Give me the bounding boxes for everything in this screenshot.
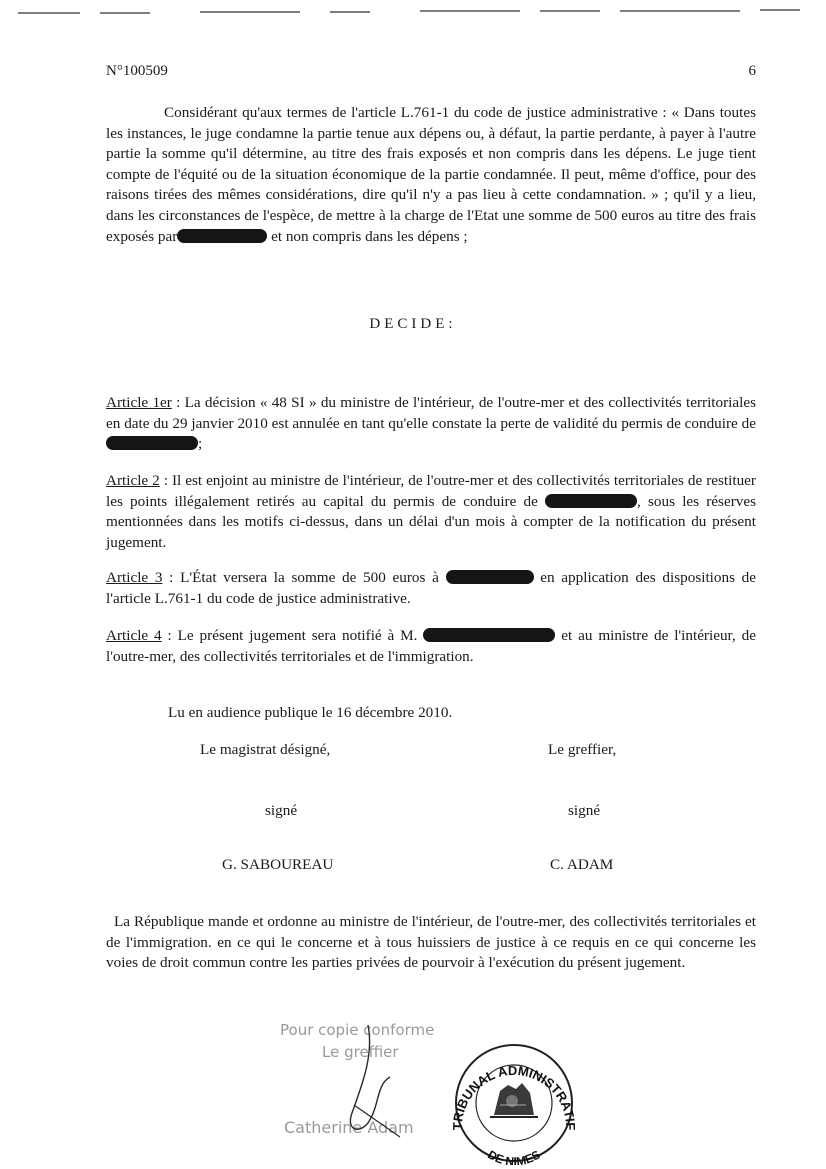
article-text-end: et au ministre de l'intérieur, de l'outre-mer, des collectivités territoriales et de l'immigration. (106, 627, 757, 665)
redacted-name (446, 570, 534, 584)
article-text: : Il est enjoint au ministre de l'intérieur, de l'outre-mer et des collectivités territoriales de restituer les points illégalement retirés au capital du permis de conduire de (106, 472, 756, 510)
read-in-public-line: Lu en audience publique le 16 décembre 2010. (168, 704, 453, 721)
article-label: Article 4 (106, 627, 162, 644)
article-label: Article 3 (106, 569, 163, 586)
stamp-line-2: Le greffier (322, 1043, 399, 1061)
stamp-line-1: Pour copie conforme (280, 1021, 435, 1039)
article-2 (106, 471, 756, 553)
redacted-name (106, 436, 198, 450)
redacted-name (177, 229, 267, 243)
stamp-line-3: Catherine Adam (284, 1118, 414, 1137)
article-text-end: , sous les réserves mentionnées dans les motifs ci-dessus, dans un délai d'un mois à compter de la notification du présent jugement. (106, 492, 756, 551)
clerk-name: C. ADAM (550, 856, 614, 873)
considering-paragraph (106, 103, 756, 247)
article-text-end: ; (198, 435, 203, 453)
considering-text: Considérant qu'aux termes de l'article L.761-1 du code de justice administrative : « Dans toutes les instances, le juge condamne la partie tenue aux dépens ou, à défaut, la partie perdante, à payer à l'autre partie la somme qu'il détermine, au titre des frais exposés et non compris dans les dépens. Le juge tient compte de l'équité ou de la situation économique de la partie condamnée. Il peut, même d'office, pour des raisons tirées des mêmes considérations, dire qu'il n'y a pas lieu à cette condamnation. » ; qu'il y a lieu, dans les circonstances de l'espèce, de mettre à la charge de l'Etat une somme de 500 euros au titre des frais exposés par (106, 104, 756, 245)
signed-right: signé (568, 802, 601, 819)
seal-top-text: TRIBUNAL ADMINISTRATIF (449, 1062, 579, 1131)
article-text: : L'État versera la somme de 500 euros à (162, 569, 446, 586)
redacted-name (545, 494, 637, 508)
article-label: Article 2 (106, 472, 160, 489)
article-text: : Le présent jugement sera notifié à M. (161, 627, 424, 644)
handwritten-signature (350, 1025, 390, 1129)
certification-stamp-and-seal (250, 1005, 580, 1165)
scan-edge-marks (0, 6, 826, 20)
considering-text-end: et non compris dans les dépens ; (267, 227, 468, 245)
signed-left: signé (265, 802, 298, 819)
certification-stamp (280, 1021, 434, 1137)
decide-heading: DECIDE: (369, 316, 457, 332)
magistrate-name: G. SABOUREAU (222, 856, 334, 873)
magistrate-title: Le magistrat désigné, (200, 741, 331, 758)
article-text: : La décision « 48 SI » du ministre de l'intérieur, de l'outre-mer et des collectivités territoriales en date du 29 janvier 2010 est annulée en tant qu'elle constate la perte de validité du permis de conduire de (106, 394, 756, 432)
republic-enforcement-paragraph: La République mande et ordonne au ministre de l'intérieur, de l'outre-mer, des collectivités territoriales et de l'immigration. en ce qui le concerne et à tous huissiers de justice à ce requis en ce qui concerne les voies de droit commun contre les parties privées de pourvoir à l'exécution du présent jugement. (106, 913, 756, 972)
page-number: 6 (748, 63, 756, 79)
seal-emblem-icon (490, 1083, 538, 1117)
article-label: Article 1er (106, 394, 172, 411)
clerk-title: Le greffier, (548, 741, 617, 758)
case-number: N°100509 (106, 63, 168, 79)
article-4 (106, 626, 756, 667)
article-text-end: en application des dispositions de l'article L.761-1 du code de justice administrative. (106, 569, 757, 607)
article-1 (106, 393, 756, 455)
redacted-name (423, 628, 555, 642)
court-seal (450, 1045, 578, 1165)
seal-bottom-text: DE NIMES (485, 1147, 543, 1165)
article-3 (106, 568, 756, 609)
